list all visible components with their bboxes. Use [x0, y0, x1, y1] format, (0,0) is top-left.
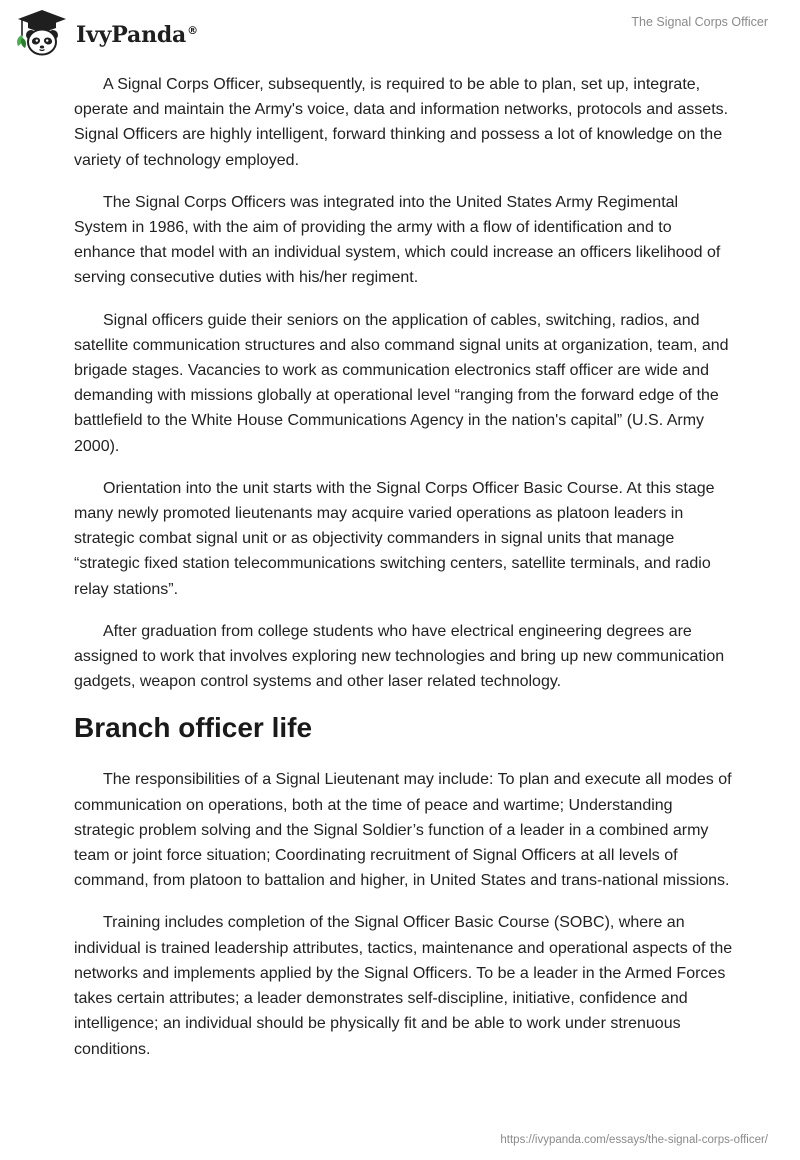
essay-content [74, 72, 734, 1079]
registered-mark: ® [187, 23, 198, 37]
section-heading: Branch officer life [74, 712, 313, 744]
paragraph: Signal officers guide their seniors on the application of cables, switching, radios, and satellite communication structures and also command signal units at organization, team, and brigade stages. Vacancies to work as communication electronics staff officer are wide and demanding with missions globally at operational level “ranging from the forward edge of the battlefield to the White House Communications Agency in the nation's capital” (U.S. Army 2000). [74, 311, 729, 455]
paragraph: Orientation into the unit starts with the Signal Corps Officer Basic Course. At this stage many newly promoted lieutenants may acquire varied operations as platoon leaders in strategic combat signal unit or as objectivity commanders in signal units that manage “strategic fixed station telecommunications switching centers, satellite terminals, and radio relay stations”. [74, 479, 715, 598]
source-url[interactable]: https://ivypanda.com/essays/the-signal-corps-officer/ [500, 1134, 768, 1146]
document-title: The Signal Corps Officer [631, 15, 768, 29]
page-header [0, 0, 800, 64]
paragraph: The responsibilities of a Signal Lieutenant may include: To plan and execute all modes of communication on operations, both at the time of peace and wartime; Understanding strategic problem solving and the Signal Soldier’s function of a leader in a combined army team or joint force situation; Coordinating recruitment of Signal Officers at all levels of command, from platoon to battalion and higher, in United States and trans-national missions. [74, 771, 732, 890]
paragraph: The Signal Corps Officers was integrated into the United States Army Regimental System in 1986, with the aim of providing the army with a flow of identification and to enhance that model with an individual system, which could increase an officers likelihood of serving consecutive duties with his/her regiment. [74, 193, 721, 287]
ivypanda-logo[interactable] [14, 8, 198, 58]
paragraph: A Signal Corps Officer, subsequently, is required to be able to plan, set up, integrate, operate and maintain the Army's voice, data and information networks, protocols and assets. Signal Officers are highly intelligent, forward thinking and possess a lot of knowledge on the variety of technology employed. [74, 76, 729, 169]
panda-graduate-icon [14, 8, 70, 58]
paragraph: Training includes completion of the Signal Officer Basic Course (SOBC), where an individual is trained leadership attributes, tactics, maintenance and operational aspects of the networks and implements applied by the Signal Officers. To be a leader in the Armed Forces takes certain attributes; a leader demonstrates self-discipline, initiative, confidence and intelligence; an individual should be physically fit and be able to work under strenuous conditions. [74, 914, 733, 1058]
paragraph: After graduation from college students who have electrical engineering degrees are assigned to work that involves exploring new technologies and bring up new communication gadgets, weapon control systems and other laser related technology. [74, 622, 725, 691]
logo-text: IvyPanda® [76, 22, 198, 48]
